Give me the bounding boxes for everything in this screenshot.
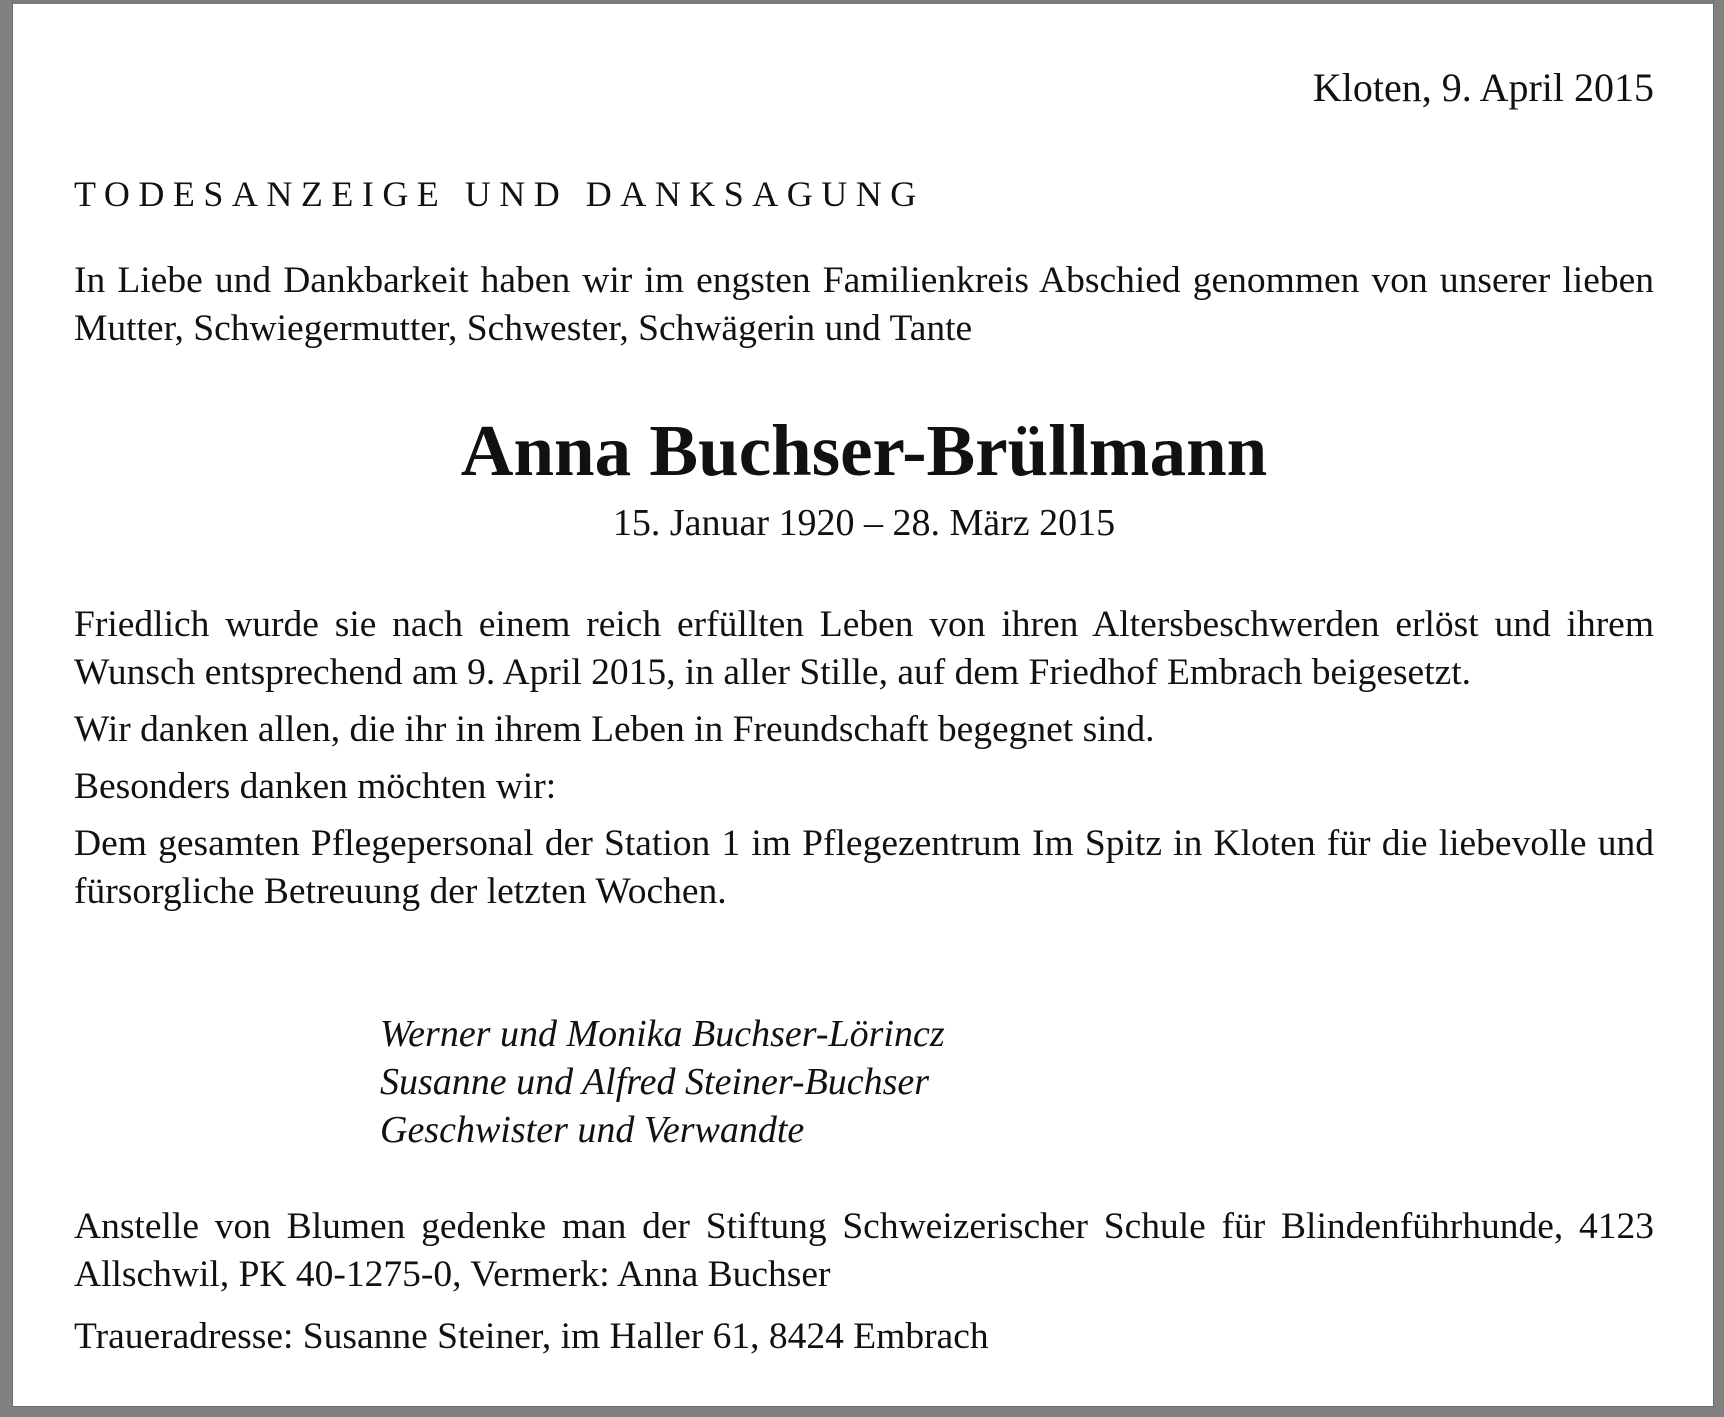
signature-line: Susanne und Alfred Steiner-Buchser: [380, 1061, 930, 1103]
mourning-address: Traueradresse: Susanne Steiner, im Haller 61, 8424 Embrach: [74, 1316, 989, 1357]
obituary-notice: [12, 0, 1714, 1407]
notice-heading: TODESANZEIGE UND DANKSAGUNG: [74, 174, 925, 214]
burial-paragraph: Friedlich wurde sie nach einem reich erfüllten Leben von ihren Altersbeschwerden erlöst und ihrem Wunsch entsprechend am 9. April 2015, in aller Stille, auf dem Friedhof Embrach beigesetzt.: [74, 604, 1654, 693]
signature-line: Geschwister und Verwandte: [380, 1109, 805, 1151]
place-date: Kloten, 9. April 2015: [1312, 65, 1654, 110]
deceased-name: Anna Buchser-Brüllmann: [460, 410, 1268, 491]
thanks-paragraph: Wir danken allen, die ihr in ihrem Leben in Freundschaft begegnet sind.: [74, 709, 1155, 750]
lifespan-dates: 15. Januar 1920 – 28. März 2015: [612, 502, 1116, 544]
notice-footer: [74, 1203, 1654, 1375]
donation-note: Anstelle von Blumen gedenke man der Stiftung Schweizerischer Schule für Blindenführhunde, 4123 Allschwil, PK 40-1275-0, Vermerk: Anna Buchser: [74, 1206, 1654, 1295]
notice-body: [74, 601, 1654, 925]
intro-text: In Liebe und Dankbarkeit haben wir im engsten Familienkreis Abschied genommen von unserer lieben Mutter, Schwiegermutter, Schwester, Schwägerin und Tante: [74, 260, 1654, 349]
mourners-signatures: [380, 1010, 945, 1154]
special-thanks-intro: Besonders danken möchten wir:: [74, 766, 557, 807]
signature-line: Werner und Monika Buchser-Lörincz: [380, 1013, 945, 1055]
care-staff-thanks: Dem gesamten Pflegepersonal der Station 1 im Pflegezentrum Im Spitz in Kloten für die liebevolle und fürsorgliche Betreuung der letzten Wochen.: [74, 823, 1654, 912]
